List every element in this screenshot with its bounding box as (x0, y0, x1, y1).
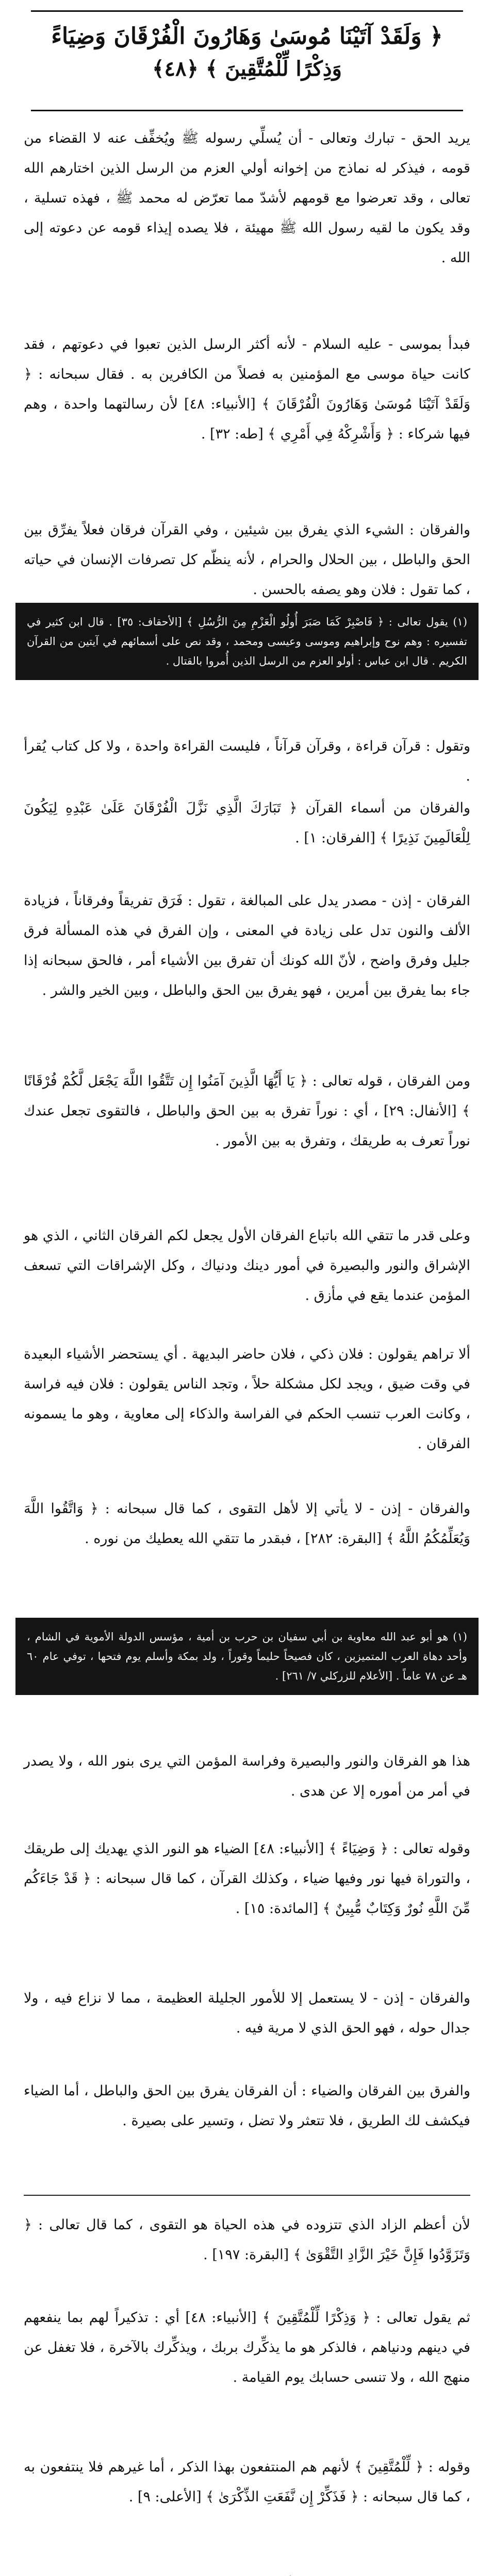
footnote-box-2: (١) هو أبو عبد الله معاوية بن أبي سفيان بن حرب بن أمية ، مؤسس الدولة الأموية في الشام ، وأحد دهاة العرب المتميزين ، كان فصيحاً حليماً وقوراً ، ولد بمكة وأسلم يوم فتحها ، توفي عام ٦٠ هـ عن ٧٨ عاماً . [الأعلام للزركلي ٧/ ٢٦١] . (15, 1618, 479, 1695)
paragraph-anfal: ومن الفرقان ، قوله تعالى : ﴿ يَا أَيُّهَا الَّذِينَ آمَنُوا إِن تَتَّقُوا اللَّهَ يَجْعَل لَّكُمْ فُرْقَانًا ﴾ [الأنفال: ٢٩] ، أي : نوراً تفرق به بين الحق والباطل ، فالتقوى تجعل عندك نوراً تعرف به طريقك ، وتفرق به بين الأمور . (24, 1073, 470, 1149)
paragraph-firasa: ألا تراهم يقولون : فلان ذكي ، فلان حاضر البديهة . أي يستحضر الأشياء البعيدة في وقت ضيق ، ويجد لكل مشكلة حلاً ، وتجد الناس يقولون : فلان فيه فراسة ، وكانت العرب تنسب الحكم في الفراسة والذكاء إلى معاوية ، وهو ما يسمونه الفرقان . (24, 1346, 470, 1452)
paragraph-furqan-def: والفرقان : الشيء الذي يفرق بين شيئين ، وفي القرآن فرقان فعلاً يفرِّق بين الحق والباطل ، بين الحلال والحرام ، لأنه ينظّم كل تصرفات الإنسان في حياته ، كما تقول : فلان وهو يصفه بالحسن . (24, 522, 470, 598)
paragraph-farq: والفرق بين الفرقان والضياء : أن الفرقان يفرق بين الحق والباطل ، أما الضياء فيكشف لك الطريق ، فلا تتعثر ولا تضل ، وتسير على بصيرة . (24, 2083, 470, 2129)
paragraph-musa: فبدأ بموسى - عليه السلام - لأنه أكثر الرسل الذين تعبوا في دعوتهم ، فقد كانت حياة موسى مع المؤمنين به فصلاً من الكافرين به . فقال سبحانه : ﴿ وَلَقَدْ آتَيْنَا مُوسَىٰ وَهَارُونَ الْفُرْقَانَ ﴾ [الأنبياء: ٤٨] لأن رسالتهما واحدة ، وهم فيها شركاء : ﴿ وَأَشْرِكْهُ فِي أَمْرِي ﴾ [طه: ٣٢] . (24, 336, 470, 442)
section-divider (24, 2195, 470, 2196)
paragraph-furqan-masdar: الفرقان - إذن - مصدر يدل على المبالغة ، تقول : فَرَق تفريقاً وفرقاناً ، فزيادة الألف والنون تدل على زيادة في المعنى ، وإن الفرق في هذه المسألة فرق جليل وفرق واضح ، لأنّ الله كونك أن تفرق بين الأشياء أمر ، فالحق سبحانه إذا جاء بما يفرق بين أمرين ، فهو يفرق بين الحق والباطل ، وبين الخير والشر . (24, 893, 470, 998)
paragraph-zad: لأن أعظم الزاد الذي تتزوده في هذه الحياة هو التقوى ، كما قال تعالى : ﴿ وَتَزَوَّدُوا فَإِنَّ خَيْرَ الزَّادِ التَّقْوَىٰ ﴾ [البقرة: ١٩٧] . (24, 2217, 470, 2263)
paragraph-muttaqin: وقوله : ﴿ لِّلْمُتَّقِينَ ﴾ لأنهم هم المنتفعون بهذا الذكر ، أما غيرهم فلا ينتفعون به ، كما قال سبحانه : ﴿ فَذَكِّرْ إِن نَّفَعَتِ الذِّكْرَىٰ ﴾ [الأعلى: ٩] . (24, 2459, 470, 2505)
paragraph-furqan-name: والفرقان من أسماء القرآن ﴿ تَبَارَكَ الَّذِي نَزَّلَ الْفُرْقَانَ عَلَىٰ عَبْدِهِ لِيَكُونَ لِلْعَالَمِينَ نَذِيرًا ﴾ [الفرقان: ١] . (24, 800, 470, 846)
verse-heading-line1: ﴿ وَلَقَدْ آتَيْنَا مُوسَىٰ وَهَارُونَ الْفُرْقَانَ وَضِيَاءً (51, 23, 443, 49)
paragraph-diya: وقوله تعالى : ﴿ وَضِيَاءً ﴾ [الأنبياء: ٤٨] الضياء هو النور الذي يهديك إلى طريقك ، والتوراة فيها نور وفيها ضياء ، وكذلك القرآن ، كما قال سبحانه : ﴿ قَدْ جَاءَكُم مِّنَ اللَّهِ نُورٌ وَكِتَابٌ مُّبِينٌ ﴾ [المائدة: ١٥] . (24, 1841, 470, 1917)
paragraph-jalila: والفرقان - إذن - لا يستعمل إلا للأمور الجليلة العظيمة ، مما لا نزاع فيه ، ولا جدال حوله ، فهو الحق الذي لا مرية فيه . (24, 1990, 470, 2036)
footnote-box-1: (١) يقول تعالى : ﴿ فَاصْبِرْ كَمَا صَبَرَ أُولُو الْعَزْمِ مِنَ الرُّسُلِ ﴾ [الأحقاف: ٣٥] . قال ابن كثير في تفسيره : وهم نوح وإبراهيم وموسى وعيسى ومحمد ، وقد نص على أسمائهم في آيتين من القرآن الكريم . قال ابن عباس : أولو العزم من الرسل الذين أُمروا بالقتال . (15, 603, 479, 680)
paragraph-taqwa: وعلى قدر ما تتقي الله باتباع الفرقان الأول يجعل لكم الفرقان الثاني ، الذي هو الإشراق والنور والبصيرة في أمور دينك ودنياك ، وكل الإشراقات التي تسعف المؤمن عندما يقع في مأزق . (24, 1228, 470, 1303)
paragraph-nur: هذا هو الفرقان والنور والبصيرة وفراسة المؤمن التي يرى بنور الله ، ولا يصدر في أمر من أموره إلا عن هدى . (24, 1753, 470, 1799)
paragraph-dhikr: ثم يقول تعالى : ﴿ وَذِكْرًا لِّلْمُتَّقِينَ ﴾ [الأنبياء: ٤٨] أي : تذكيراً لهم بما ينفعهم في دينهم ودنياهم ، فالذكر هو ما يذكِّرك بربك ، ويذكِّرك بالآخرة ، فلا تغفل عن منهج الله ، ولا تنسى حسابك يوم القيامة . (24, 2310, 470, 2385)
paragraph-ahl-taqwa: والفرقان - إذن - لا يأتي إلا لأهل التقوى ، كما قال سبحانه : ﴿ وَاتَّقُوا اللَّهَ وَيُعَلِّمُكُمُ اللَّهُ ﴾ [البقرة: ٢٨٢] ، فبقدر ما تتقي الله يعطيك من نوره . (24, 1501, 470, 1547)
paragraph-riwaya (24, 2571, 470, 2576)
verse-heading (31, 10, 463, 111)
paragraph-quran-reading: وتقول : قرآن قراءة ، وقرآن قرآناً ، فليست القراءة واحدة ، ولا كل كتاب يُقرأ . (24, 738, 470, 784)
paragraph-intro: يريد الحق - تبارك وتعالى - أن يُسلِّي رسوله ﷺ ويُخفِّف عنه لا القضاء من قومه ، فيذكر له نماذج من إخوانه أولي العزم من الرسل الذين اختارهم الله تعالى ، وقد تعرضوا مع قومهم لأشدّ مما تعرّض له محمد ﷺ ، فهذه تسلية ، وقد يكون ما لقيه رسول الله ﷺ مهيئة ، فلا يصده إيذاء قومه عن دعوته إلى الله . (24, 130, 470, 266)
verse-heading-line2: وَذِكْرًا لِّلْمُتَّقِينَ ﴾ ﴿٤٨﴾ (152, 57, 342, 81)
